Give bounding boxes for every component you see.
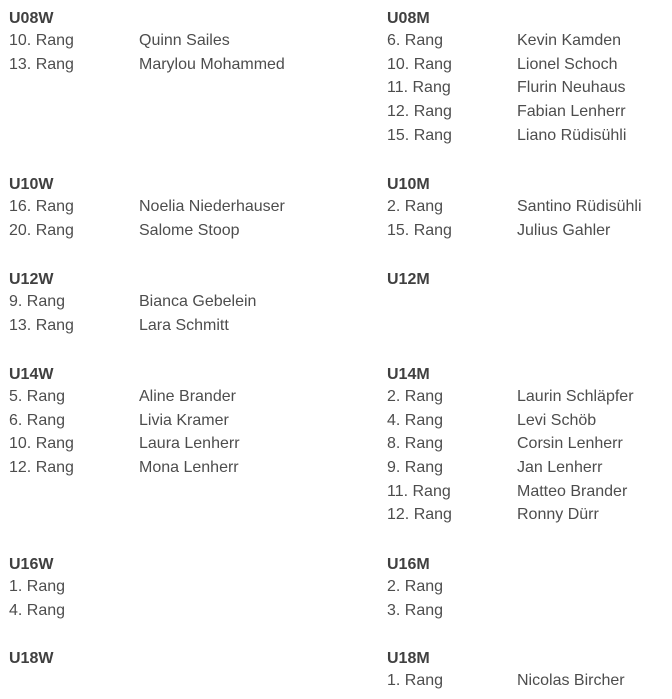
category-u16w [9, 546, 379, 622]
category-u12m [387, 261, 672, 290]
category-u10w [9, 166, 379, 242]
athlete-name: Marylou Mohammed [139, 55, 285, 73]
category-u16m [387, 546, 672, 622]
result-row [9, 53, 379, 77]
athlete-name: Aline Brander [139, 388, 236, 405]
athlete-name: Lionel Schoch [517, 55, 618, 73]
category-title: U08M [387, 10, 430, 27]
rank-label: 10. Rang [9, 435, 74, 453]
athlete-name: Bianca Gebelein [139, 293, 257, 310]
result-row [387, 432, 672, 456]
category-u08m [387, 0, 672, 147]
result-row [9, 599, 379, 623]
result-row [387, 503, 672, 527]
athlete-name: Flurin Neuhaus [517, 79, 626, 97]
category-u10m [387, 166, 672, 242]
rank-label: 2. Rang [387, 198, 444, 215]
category-u12w [9, 261, 379, 337]
athlete-name: Fabian Lenherr [517, 103, 626, 121]
category-title: U10W [9, 176, 54, 193]
result-row [387, 409, 672, 433]
rank-label: 8. Rang [387, 435, 444, 453]
athlete-name: Livia Kramer [139, 411, 229, 429]
rank-label: 4. Rang [9, 601, 66, 619]
rank-label: 2. Rang [387, 578, 444, 595]
result-row [387, 480, 672, 504]
rank-label: 3. Rang [387, 601, 444, 619]
rank-label: 11. Rang [387, 482, 451, 500]
category-title: U14W [9, 366, 54, 383]
athlete-name: Julius Gahler [517, 221, 611, 239]
athlete-name: Kevin Kamden [517, 32, 622, 49]
rank-label: 2. Rang [387, 388, 444, 405]
result-row [387, 76, 672, 100]
result-row [387, 669, 672, 693]
result-row [387, 53, 672, 77]
rank-label: 1. Rang [387, 672, 444, 689]
result-row [9, 219, 379, 243]
result-row [9, 29, 379, 53]
category-title: U10M [387, 176, 430, 193]
category-u18w [9, 640, 379, 669]
rank-label: 5. Rang [9, 388, 66, 405]
category-title: U18M [387, 650, 430, 667]
result-row [9, 385, 379, 409]
result-row [387, 29, 672, 53]
athlete-name: Salome Stoop [139, 221, 240, 239]
rank-label: 10. Rang [9, 32, 74, 49]
rank-label: 9. Rang [387, 459, 444, 477]
category-u14w [9, 356, 379, 480]
category-title: U16M [387, 556, 430, 573]
athlete-name: Laurin Schläpfer [517, 388, 634, 405]
rank-label: 12. Rang [9, 459, 74, 477]
athlete-name: Laura Lenherr [139, 435, 240, 453]
rank-label: 1. Rang [9, 578, 66, 595]
category-title: U16W [9, 556, 54, 573]
rank-label: 6. Rang [9, 411, 66, 429]
category-title: U18W [9, 650, 54, 667]
rank-label: 13. Rang [9, 316, 74, 334]
result-row [387, 219, 672, 243]
rank-label: 16. Rang [9, 198, 74, 215]
athlete-name [139, 575, 379, 599]
rank-label: 6. Rang [387, 32, 444, 49]
category-u08w [9, 0, 379, 76]
result-row [387, 599, 672, 623]
rank-label: 11. Rang [387, 79, 451, 97]
rank-label: 9. Rang [9, 293, 66, 310]
athlete-name: Ronny Dürr [517, 506, 599, 524]
rank-label: 20. Rang [9, 221, 74, 239]
result-row [387, 456, 672, 480]
result-row [9, 314, 379, 338]
athlete-name: Liano Rüdisühli [517, 126, 627, 144]
category-title: U14M [387, 366, 430, 383]
result-row [9, 409, 379, 433]
result-row [9, 195, 379, 219]
category-title: U08W [9, 10, 54, 27]
category-u18m [387, 640, 672, 693]
athlete-name: Levi Schöb [517, 411, 597, 429]
rank-label: 12. Rang [387, 506, 452, 524]
result-row [387, 100, 672, 124]
rank-label: 13. Rang [9, 55, 74, 73]
rank-label: 10. Rang [387, 55, 452, 73]
rank-label: 15. Rang [387, 221, 452, 239]
rank-label: 15. Rang [387, 126, 452, 144]
athlete-name: Mona Lenherr [139, 459, 239, 477]
athlete-name [517, 575, 672, 599]
athlete-name: Corsin Lenherr [517, 435, 623, 453]
athlete-name [139, 599, 379, 623]
category-u14m [387, 356, 672, 527]
result-row [387, 195, 672, 219]
athlete-name: Jan Lenherr [517, 459, 603, 477]
result-row [9, 432, 379, 456]
category-title: U12M [387, 271, 430, 288]
athlete-name: Quinn Sailes [139, 32, 230, 49]
athlete-name: Matteo Brander [517, 482, 628, 500]
rank-label: 4. Rang [387, 411, 444, 429]
athlete-name: Santino Rüdisühli [517, 198, 642, 215]
athlete-name [517, 599, 672, 623]
category-title: U12W [9, 271, 54, 288]
athlete-name: Lara Schmitt [139, 316, 229, 334]
result-row [9, 575, 379, 599]
athlete-name: Nicolas Bircher [517, 672, 625, 689]
rank-label: 12. Rang [387, 103, 452, 121]
result-row [9, 456, 379, 480]
result-row [9, 290, 379, 314]
result-row [387, 385, 672, 409]
result-row [387, 124, 672, 148]
result-row [387, 575, 672, 599]
athlete-name: Noelia Niederhauser [139, 198, 285, 215]
